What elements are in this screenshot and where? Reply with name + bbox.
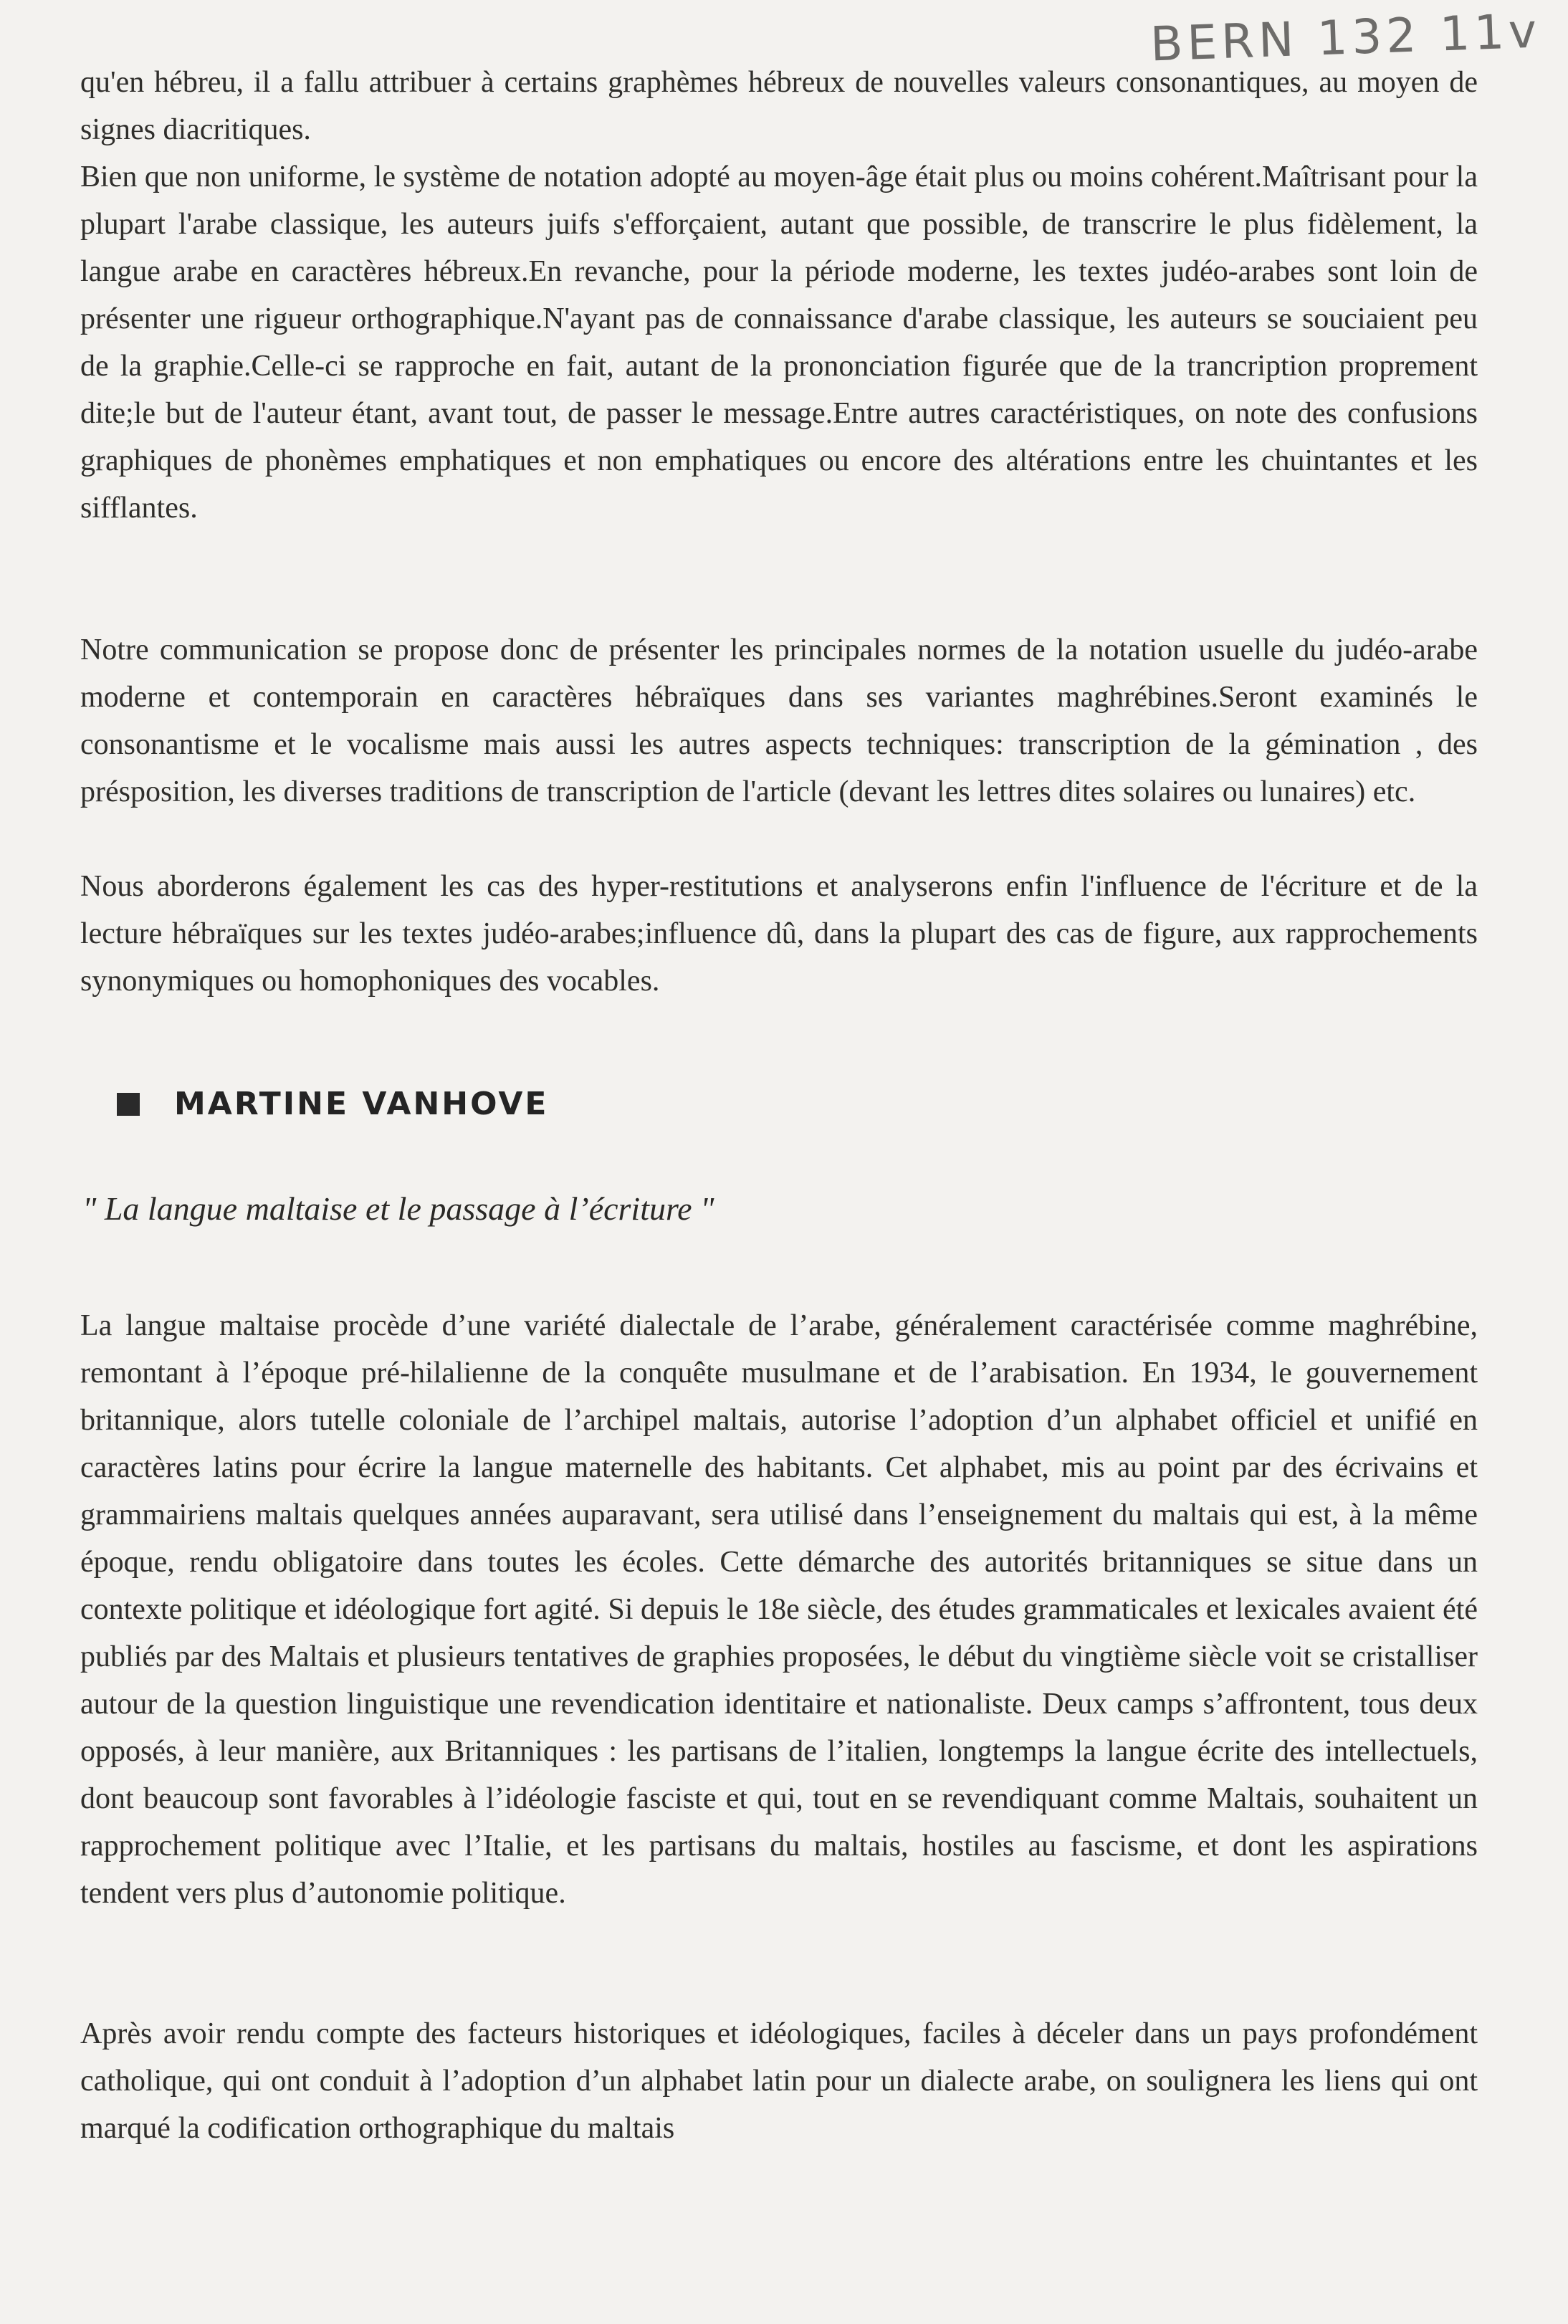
- paragraph-maltese-language: La langue maltaise procède d’une variété dialectale de l’arabe, généralement caractérisée comme maghrébine, remontant à l’époque pré-hilalienne de la conquête musulmane et de l’arabisation. En 1934, le gouvernement britannique, alors tutelle coloniale de l’archipel maltais, autorise l’adoption d’un alphabet officiel et unifié en caractères latins pour écrire la langue maternelle des habitants. Cet alphabet, mis au point par des écrivains et grammairiens maltais quelques années auparavant, sera utilisé dans l’enseignement du maltais qui est, à la même époque, rendu obligatoire dans toutes les écoles. Cette démarche des autorités britanniques se situe dans un contexte politique et idéologique fort agité. Si depuis le 18e siècle, des études grammaticales et lexicales avaient été publiés par des Maltais et plusieurs tentatives de graphies proposées, le début du vingtième siècle voit se cristalliser autour de la question linguistique une revendication identitaire et nationaliste. Deux camps s’affrontent, tous deux opposés, à leur manière, aux Britanniques : les partisans de l’italien, longtemps la langue écrite des intellectuels, dont beaucoup sont favorables à l’idéologie fasciste et qui, tout en se revendiquant comme Maltais, souhaitent un rapprochement politique avec l’Italie, et les partisans du maltais, hostiles au fascisme, et dont les aspirations tendent vers plus d’autonomie politique.: [80, 1309, 1478, 1910]
- article-title: " La langue maltaise et le passage à l’écriture ": [82, 1190, 714, 1227]
- author-heading: [117, 1086, 548, 1122]
- paragraph-hyper-restitutions: Nous aborderons également les cas des hyper-restitutions et analyserons enfin l'influence de l'écriture et de la lecture hébraïques sur les textes judéo-arabes;influence dû, dans la plupart des cas de figure, aux rapprochements synonymiques ou homophoniques des vocables.: [80, 870, 1478, 998]
- paragraph-notation-system: Bien que non uniforme, le système de notation adopté au moyen-âge était plus ou moins cohérent.Maîtrisant pour la plupart l'arabe classique, les auteurs juifs s'efforçaient, autant que possible, de transcrire le plus fidèlement, la langue arabe en caractères hébreux.En revanche, pour la période moderne, les textes judéo-arabes sont loin de présenter une rigueur orthographique.N'ayant pas de connaissance d'arabe classique, les auteurs se souciaient peu de la graphie.Celle-ci se rapproche en fait, autant de la prononciation figurée que de la trancription proprement dite;le but de l'auteur étant, avant tout, de passer le message.Entre autres caractéristiques, on note des confusions graphiques de phonèmes emphatiques et non emphatiques ou encore des altérations entre les chuintantes et les sifflantes.: [80, 161, 1478, 525]
- paragraph-hebrew-graphemes: qu'en hébreu, il a fallu attribuer à certains graphèmes hébreux de nouvelles valeurs consonantiques, au moyen de signes diacritiques.: [80, 66, 1478, 146]
- bullet-square-icon: [117, 1093, 140, 1116]
- author-name: MARTINE VANHOVE: [174, 1086, 549, 1122]
- paragraph-communication-purpose: Notre communication se propose donc de présenter les principales normes de la notation usuelle du judéo-arabe moderne et contemporain en caractères hébraïques dans ses variantes maghrébines.Seront examinés le consonantisme et le vocalisme mais aussi les autres aspects techniques: transcription de la gémination , des présposition, les diverses traditions de transcription de l'article (devant les lettres dites solaires ou lunaires) etc.: [80, 633, 1478, 808]
- paragraph-historical-factors: Après avoir rendu compte des facteurs historiques et idéologiques, faciles à déceler dans un pays profondément catholique, qui ont conduit à l’adoption d’un alphabet latin pour un dialecte arabe, on soulignera les liens qui ont marqué la codification orthographique du maltais: [80, 2017, 1478, 2145]
- handwritten-annotation: BERN 132 11v: [1149, 3, 1542, 72]
